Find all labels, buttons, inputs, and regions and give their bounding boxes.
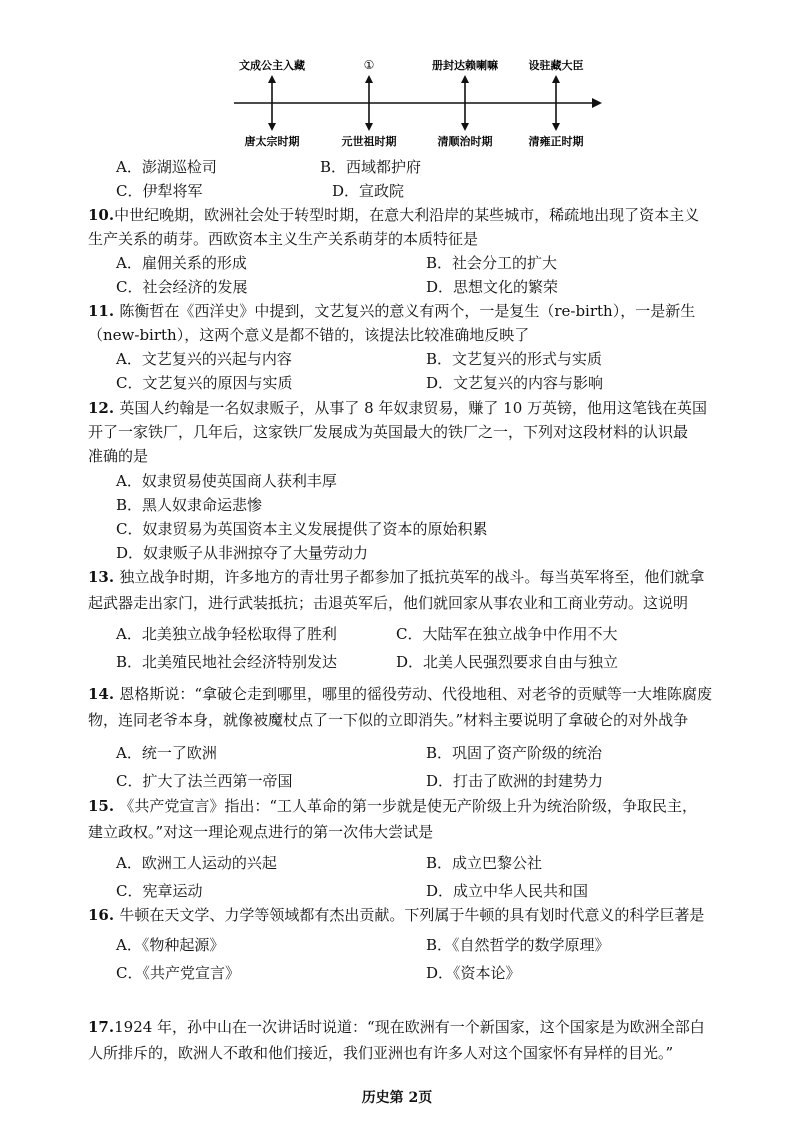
q16-options: [92, 933, 772, 989]
question-number: 17.: [88, 1018, 115, 1036]
q10-option-d: D．思想文化的繁荣: [426, 278, 559, 296]
q15-option-c: C．宪章运动: [116, 882, 203, 900]
q9-option-d: D．宣政院: [332, 182, 405, 200]
q10-stem-line-2: 生产关系的萌芽。西欧资本主义生产关系萌芽的本质特征是: [88, 230, 479, 248]
question-number: 15.: [88, 797, 120, 815]
q9-option-a: A．澎湖巡检司: [116, 158, 217, 176]
question-number: 10.: [88, 206, 115, 224]
q9-option-c: C．伊犁将军: [116, 182, 203, 200]
q13-option-b: B．北美殖民地社会经济特别发达: [116, 653, 338, 671]
q12-option-d: D．奴隶贩子从非洲掠夺了大量劳动力: [116, 544, 369, 562]
question-number: 13.: [88, 568, 120, 586]
q12-option-c: C．奴隶贸易为英国资本主义发展提供了资本的原始积累: [116, 520, 488, 538]
q11-options: [92, 347, 772, 395]
q12-stem-line-2: 开了一家铁厂，几年后，这家铁厂发展成为英国最大的铁厂之一，下列对这段材料的认识最: [88, 423, 689, 441]
q12-option-a: A．奴隶贸易使英国商人获利丰厚: [116, 472, 337, 490]
timeline-top-label-3: 册封达赖喇嘛: [432, 59, 498, 72]
q16-option-d: D．《资本论》: [426, 964, 521, 982]
timeline-arrowhead: [592, 98, 602, 108]
q12-options: [92, 469, 772, 565]
page-footer: 历史第 2页: [361, 1090, 433, 1106]
timeline-bottom-label-1: 唐太宗时期: [244, 135, 300, 148]
q10-option-a: A．雇佣关系的形成: [116, 254, 247, 272]
q15-option-a: A．欧洲工人运动的兴起: [116, 854, 277, 872]
q11-option-c: C．文艺复兴的原因与实质: [116, 374, 293, 392]
q11-option-d: D．文艺复兴的内容与影响: [426, 374, 604, 392]
q17-stem-line-2: 人所排斥的，欧洲人不敢和他们接近，我们亚洲也有许多人对这个国家怀有异样的目光。”: [88, 1044, 674, 1062]
q15-option-d: D．成立中华人民共和国: [426, 882, 589, 900]
q13-stem-line-1: 13. 独立战争时期，许多地方的青壮男子都参加了抵抗英军的战斗。每当英军将至，他们就拿: [88, 568, 705, 586]
q11-stem-line-1: 11. 陈衡哲在《西洋史》中提到，文艺复兴的意义有两个，一是复生（re-birth），一是新生: [88, 302, 696, 320]
q13-options: [92, 622, 772, 678]
q14-stem-line-1: 14. 恩格斯说：“拿破仑走到哪里，哪里的徭役劳动、代役地租、对老爷的贡赋等一大堆陈腐废: [88, 685, 713, 703]
q14-options: [92, 741, 772, 797]
q10-options: [92, 251, 772, 299]
timeline-top-label-2: ①: [363, 58, 375, 72]
question-number: 11.: [88, 302, 120, 320]
q10-stem-line-1: 10.中世纪晚期，欧洲社会处于转型时期，在意大利沿岸的某些城市，稀疏地出现了资本主义: [88, 206, 700, 224]
timeline-bottom-label-2: 元世祖时期: [341, 135, 397, 148]
q13-option-d: D．北美人民强烈要求自由与独立: [396, 653, 619, 671]
q16-stem-line-1: 16. 牛顿在天文学、力学等领域都有杰出贡献。下列属于牛顿的具有划时代意义的科学巨著是: [88, 906, 705, 924]
q11-option-b: B．文艺复兴的形式与实质: [426, 350, 603, 368]
q12-option-b: B．黑人奴隶命运悲惨: [116, 496, 263, 514]
q14-option-d: D．打击了欧洲的封建势力: [426, 772, 604, 790]
q12-stem-line-1: 12. 英国人约翰是一名奴隶贩子，从事了 8 年奴隶贸易，赚了 10 万英镑，他用这笔钱在英国: [88, 399, 708, 417]
timeline-bottom-label-3: 清顺治时期: [437, 135, 493, 148]
question-number: 16.: [88, 906, 120, 924]
question-number: 12.: [88, 399, 120, 417]
q13-stem-line-2: 起武器走出家门，进行武装抵抗；击退英军后，他们就回家从事农业和工商业劳动。这说明: [88, 594, 689, 612]
q13-option-c: C．大陆军在独立战争中作用不大: [396, 625, 618, 643]
timeline-diagram: [228, 55, 608, 155]
q14-option-b: B．巩固了资产阶级的统治: [426, 744, 603, 762]
q13-option-a: A．北美独立战争轻松取得了胜利: [116, 625, 337, 643]
q11-stem-line-2: （new-birth），这两个意义是都不错的，该提法比较准确地反映了: [88, 326, 530, 344]
timeline-top-label-1: 文成公主入藏: [239, 59, 305, 72]
q16-option-b: B．《自然哲学的数学原理》: [426, 936, 610, 954]
q15-stem-line-1: 15. 《共产党宣言》指出：“工人革命的第一步就是使无产阶级上升为统治阶级，争取民主，: [88, 797, 698, 815]
q15-option-b: B．成立巴黎公社: [426, 854, 543, 872]
q15-options: [92, 851, 772, 907]
q16-option-c: C．《共产党宣言》: [116, 964, 240, 982]
q14-option-a: A．统一了欧洲: [116, 744, 217, 762]
timeline-bottom-label-4: 清雍正时期: [528, 135, 584, 148]
q15-stem-line-2: 建立政权。”对这一理论观点进行的第一次伟大尝试是: [88, 823, 434, 841]
q14-option-c: C．扩大了法兰西第一帝国: [116, 772, 293, 790]
q9-options: [92, 155, 772, 203]
timeline-top-label-4: 设驻藏大臣: [528, 59, 584, 72]
q16-option-a: A．《物种起源》: [116, 936, 225, 954]
q17-stem-line-1: 17.1924 年，孙中山在一次讲话时说道：“现在欧洲有一个新国家，这个国家是为欧洲全部白: [88, 1018, 705, 1036]
q12-stem-line-3: 准确的是: [88, 447, 149, 465]
q10-option-c: C．社会经济的发展: [116, 278, 248, 296]
question-number: 14.: [88, 685, 120, 703]
q11-option-a: A．文艺复兴的兴起与内容: [116, 350, 292, 368]
q10-option-b: B．社会分工的扩大: [426, 254, 558, 272]
q14-stem-line-2: 物，连同老爷本身，就像被魔杖点了一下似的立即消失。”材料主要说明了拿破仑的对外战争: [88, 711, 689, 729]
q9-option-b: B．西域都护府: [320, 158, 422, 176]
